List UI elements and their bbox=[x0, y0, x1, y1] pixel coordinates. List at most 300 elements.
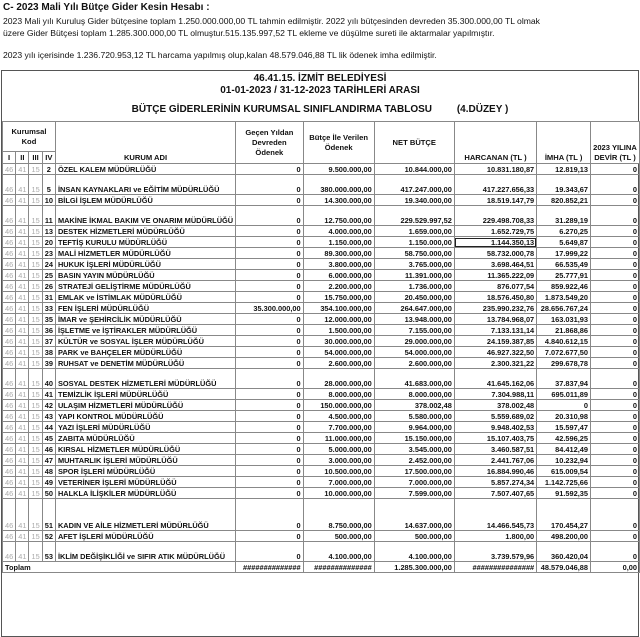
harcanan-cell: 876.077,54 bbox=[454, 281, 536, 292]
code-ii: 41 bbox=[16, 477, 29, 488]
harcanan-cell: 417.227.656,33 bbox=[454, 175, 536, 195]
table-row bbox=[3, 325, 640, 336]
code-ii: 41 bbox=[16, 542, 29, 562]
verilen-cell: 30.000.000,00 bbox=[303, 336, 374, 347]
code-ii: 41 bbox=[16, 237, 29, 248]
code-i: 46 bbox=[3, 325, 16, 336]
devreden-cell: 0 bbox=[236, 422, 303, 433]
net-cell: 4.100.000,00 bbox=[374, 542, 454, 562]
table-row bbox=[3, 195, 640, 206]
devreden-cell: 0 bbox=[236, 542, 303, 562]
report-title: C- 2023 Mali Yılı Bütçe Gider Kesin Hesabı : bbox=[3, 2, 210, 13]
verilen-cell: 28.000.000,00 bbox=[303, 369, 374, 389]
devir-cell: 0 bbox=[591, 400, 640, 411]
code-iv: 13 bbox=[42, 226, 55, 237]
harcanan-cell: 5.559.689,02 bbox=[454, 411, 536, 422]
total-devreden: ############## bbox=[236, 562, 303, 573]
col-verilen: Bütçe İle Verilen Ödenek bbox=[303, 122, 374, 164]
devreden-cell: 0 bbox=[236, 531, 303, 542]
net-cell: 2.452.000,00 bbox=[374, 455, 454, 466]
code-i: 46 bbox=[3, 164, 16, 175]
devir-cell: 0 bbox=[591, 292, 640, 303]
total-row bbox=[3, 562, 640, 573]
devir-cell: 0 bbox=[591, 336, 640, 347]
imha-cell: 12.819,13 bbox=[537, 164, 591, 175]
col-ii: II bbox=[16, 152, 29, 164]
harcanan-cell: 46.927.322,50 bbox=[454, 347, 536, 358]
table-row bbox=[3, 499, 640, 531]
code-ii: 41 bbox=[16, 259, 29, 270]
code-iii: 15 bbox=[29, 270, 42, 281]
net-cell: 7.155.000,00 bbox=[374, 325, 454, 336]
net-cell: 3.765.000,00 bbox=[374, 259, 454, 270]
code-ii: 41 bbox=[16, 270, 29, 281]
col-imha: İMHA (TL ) bbox=[537, 122, 591, 164]
code-ii: 41 bbox=[16, 226, 29, 237]
harcanan-cell: 9.948.402,53 bbox=[454, 422, 536, 433]
kurum-adi-cell: SOSYAL DESTEK HİZMETLERİ MÜDÜRLÜĞÜ bbox=[55, 369, 235, 389]
code-i: 46 bbox=[3, 400, 16, 411]
imha-cell: 1.142.725,66 bbox=[537, 477, 591, 488]
net-cell: 13.948.000,00 bbox=[374, 314, 454, 325]
harcanan-cell: 378.002,48 bbox=[454, 400, 536, 411]
kurum-adi-cell: TEMİZLİK İŞLERİ MÜDÜRLÜĞÜ bbox=[55, 389, 235, 400]
kurum-adi-cell: İMAR ve ŞEHİRCİLİK MÜDÜRLÜĞÜ bbox=[55, 314, 235, 325]
kurum-adi-cell: HALKLA İLİŞKİLER MÜDÜRLÜĞÜ bbox=[55, 488, 235, 499]
code-iii: 15 bbox=[29, 389, 42, 400]
verilen-cell: 2.600.000,00 bbox=[303, 358, 374, 369]
code-iv: 36 bbox=[42, 325, 55, 336]
kurum-adi-cell: VETERİNER İŞLERİ MÜDÜRLÜĞÜ bbox=[55, 477, 235, 488]
kurum-adi-cell: HUKUK İŞLERİ MÜDÜRLÜĞÜ bbox=[55, 259, 235, 270]
table-row bbox=[3, 292, 640, 303]
net-cell: 14.637.000,00 bbox=[374, 499, 454, 531]
harcanan-cell: 229.498.708,33 bbox=[454, 206, 536, 226]
verilen-cell: 10.500.000,00 bbox=[303, 466, 374, 477]
harcanan-cell: 7.133.131,14 bbox=[454, 325, 536, 336]
code-iii: 15 bbox=[29, 206, 42, 226]
code-iii: 15 bbox=[29, 422, 42, 433]
net-cell: 1.150.000,00 bbox=[374, 237, 454, 248]
devreden-cell: 0 bbox=[236, 411, 303, 422]
devreden-cell: 0 bbox=[236, 433, 303, 444]
devreden-cell: 0 bbox=[236, 369, 303, 389]
code-i: 46 bbox=[3, 303, 16, 314]
net-cell: 7.000.000,00 bbox=[374, 477, 454, 488]
net-cell: 10.844.000,00 bbox=[374, 164, 454, 175]
table-row bbox=[3, 175, 640, 195]
code-i: 46 bbox=[3, 226, 16, 237]
harcanan-cell: 235.990.232,76 bbox=[454, 303, 536, 314]
table-row bbox=[3, 164, 640, 175]
code-ii: 41 bbox=[16, 499, 29, 531]
code-i: 46 bbox=[3, 531, 16, 542]
harcanan-cell: 3.460.587,51 bbox=[454, 444, 536, 455]
code-iv: 25 bbox=[42, 270, 55, 281]
net-cell: 1.659.000,00 bbox=[374, 226, 454, 237]
devir-cell: 0 bbox=[591, 444, 640, 455]
net-cell: 378.002,48 bbox=[374, 400, 454, 411]
code-i: 46 bbox=[3, 488, 16, 499]
harcanan-cell: 1.144.350,13 bbox=[454, 237, 536, 248]
net-cell: 417.247.000,00 bbox=[374, 175, 454, 195]
table-row bbox=[3, 444, 640, 455]
imha-cell: 31.289,19 bbox=[537, 206, 591, 226]
devreden-cell: 0 bbox=[236, 325, 303, 336]
imha-cell: 15.597,47 bbox=[537, 422, 591, 433]
code-iii: 15 bbox=[29, 195, 42, 206]
code-iv: 41 bbox=[42, 389, 55, 400]
imha-cell: 19.343,67 bbox=[537, 175, 591, 195]
net-cell: 41.683.000,00 bbox=[374, 369, 454, 389]
table-row bbox=[3, 259, 640, 270]
paragraph-1-line-1: 2023 Mali yılı Kuruluş Gider bütçesine toplam 1.250.000.000,00 TL tahmin edilmiştir. 2022 yılı bütçesinden devreden 35.300.000,00 TL olmak bbox=[3, 16, 540, 26]
imha-cell: 66.535,49 bbox=[537, 259, 591, 270]
code-iv: 47 bbox=[42, 455, 55, 466]
code-ii: 41 bbox=[16, 389, 29, 400]
table-row bbox=[3, 466, 640, 477]
imha-cell: 84.412,49 bbox=[537, 444, 591, 455]
harcanan-cell: 24.159.387,85 bbox=[454, 336, 536, 347]
code-iii: 15 bbox=[29, 292, 42, 303]
table-row bbox=[3, 237, 640, 248]
net-cell: 29.000.000,00 bbox=[374, 336, 454, 347]
org-title: 46.41.15. İZMİT BELEDİYESİ bbox=[253, 73, 387, 84]
code-ii: 41 bbox=[16, 466, 29, 477]
code-iii: 15 bbox=[29, 347, 42, 358]
code-ii: 41 bbox=[16, 303, 29, 314]
table-level: (4.DÜZEY ) bbox=[456, 104, 509, 115]
imha-cell: 4.840.612,15 bbox=[537, 336, 591, 347]
imha-cell: 695.011,89 bbox=[537, 389, 591, 400]
kurum-adi-cell: KIRSAL HİZMETLER MÜDÜRLÜĞÜ bbox=[55, 444, 235, 455]
devir-cell: 0 bbox=[591, 248, 640, 259]
kurum-adi-cell: YAPI KONTROL MÜDÜRLÜĞÜ bbox=[55, 411, 235, 422]
net-cell: 264.647.000,00 bbox=[374, 303, 454, 314]
kurum-adi-cell: AFET İŞLERİ MÜDÜRLÜĞÜ bbox=[55, 531, 235, 542]
code-i: 46 bbox=[3, 369, 16, 389]
table-row bbox=[3, 411, 640, 422]
table-row bbox=[3, 455, 640, 466]
code-iv: 10 bbox=[42, 195, 55, 206]
devir-cell: 0 bbox=[591, 369, 640, 389]
code-i: 46 bbox=[3, 347, 16, 358]
table-row bbox=[3, 358, 640, 369]
code-i: 46 bbox=[3, 248, 16, 259]
col-kurumsal-kod: Kurumsal Kod bbox=[3, 122, 56, 152]
verilen-cell: 11.000.000,00 bbox=[303, 433, 374, 444]
net-cell: 5.580.000,00 bbox=[374, 411, 454, 422]
net-cell: 1.736.000,00 bbox=[374, 281, 454, 292]
imha-cell: 28.656.767,24 bbox=[537, 303, 591, 314]
kurum-adi-cell: PARK ve BAHÇELER MÜDÜRLÜĞÜ bbox=[55, 347, 235, 358]
code-iii: 15 bbox=[29, 433, 42, 444]
devreden-cell: 0 bbox=[236, 466, 303, 477]
verilen-cell: 12.000.000,00 bbox=[303, 314, 374, 325]
verilen-cell: 7.000.000,00 bbox=[303, 477, 374, 488]
devreden-cell: 35.300.000,00 bbox=[236, 303, 303, 314]
table-row bbox=[3, 389, 640, 400]
devir-cell: 0 bbox=[591, 195, 640, 206]
devreden-cell: 0 bbox=[236, 488, 303, 499]
kurum-adi-cell: STRATEJİ GELİŞTİRME MÜDÜRLÜĞÜ bbox=[55, 281, 235, 292]
devreden-cell: 0 bbox=[236, 281, 303, 292]
kurum-adi-cell: ZABITA MÜDÜRLÜĞÜ bbox=[55, 433, 235, 444]
code-iv: 11 bbox=[42, 206, 55, 226]
harcanan-cell: 15.107.403,75 bbox=[454, 433, 536, 444]
code-iv: 48 bbox=[42, 466, 55, 477]
harcanan-cell: 2.441.767,06 bbox=[454, 455, 536, 466]
budget-table bbox=[2, 121, 640, 573]
devreden-cell: 0 bbox=[236, 455, 303, 466]
code-iii: 15 bbox=[29, 259, 42, 270]
devir-cell: 0 bbox=[591, 164, 640, 175]
net-cell: 20.450.000,00 bbox=[374, 292, 454, 303]
harcanan-cell: 5.857.274,34 bbox=[454, 477, 536, 488]
net-cell: 2.600.000,00 bbox=[374, 358, 454, 369]
devreden-cell: 0 bbox=[236, 195, 303, 206]
imha-cell: 360.420,04 bbox=[537, 542, 591, 562]
kurum-adi-cell: BİLGİ İŞLEM MÜDÜRLÜĞÜ bbox=[55, 195, 235, 206]
verilen-cell: 3.800.000,00 bbox=[303, 259, 374, 270]
code-iv: 45 bbox=[42, 433, 55, 444]
code-ii: 41 bbox=[16, 455, 29, 466]
paragraph-2: 2023 yılı içerisinde 1.236.720.953,12 TL harcama yapılmış olup,kalan 48.579.046,88 TL lik ödenek imha edilmiştir. bbox=[3, 50, 437, 60]
devreden-cell: 0 bbox=[236, 336, 303, 347]
code-i: 46 bbox=[3, 314, 16, 325]
code-iii: 15 bbox=[29, 237, 42, 248]
imha-cell: 7.072.677,50 bbox=[537, 347, 591, 358]
kurum-adi-cell: İKLİM DEĞİŞİKLİĞİ ve SIFIR ATIK MÜDÜRLÜĞÜ bbox=[55, 542, 235, 562]
harcanan-cell: 7.304.988,11 bbox=[454, 389, 536, 400]
code-i: 46 bbox=[3, 358, 16, 369]
devir-cell: 0 bbox=[591, 455, 640, 466]
col-iv: IV bbox=[42, 152, 55, 164]
paragraph-1-line-2: üzere Gider Bütçesi toplam 1.285.300.000,00 TL olmuştur.515.135.997,52 TL ekleme ve düşülme sureti ile aktarmalar yapılmıştır. bbox=[3, 28, 495, 38]
devreden-cell: 0 bbox=[236, 347, 303, 358]
verilen-cell: 1.150.000,00 bbox=[303, 237, 374, 248]
code-i: 46 bbox=[3, 270, 16, 281]
net-cell: 7.599.000,00 bbox=[374, 488, 454, 499]
code-i: 46 bbox=[3, 422, 16, 433]
devreden-cell: 0 bbox=[236, 175, 303, 195]
verilen-cell: 4.100.000,00 bbox=[303, 542, 374, 562]
verilen-cell: 54.000.000,00 bbox=[303, 347, 374, 358]
kurum-adi-cell: İNSAN KAYNAKLARI ve EĞİTİM MÜDÜRLÜĞÜ bbox=[55, 175, 235, 195]
kurum-adi-cell: TEFTİŞ KURULU MÜDÜRLÜĞÜ bbox=[55, 237, 235, 248]
code-ii: 41 bbox=[16, 422, 29, 433]
code-iii: 15 bbox=[29, 325, 42, 336]
harcanan-cell: 3.698.464,51 bbox=[454, 259, 536, 270]
harcanan-cell: 18.519.147,79 bbox=[454, 195, 536, 206]
table-row bbox=[3, 369, 640, 389]
harcanan-cell: 18.576.450,80 bbox=[454, 292, 536, 303]
code-iii: 15 bbox=[29, 175, 42, 195]
imha-cell: 299.678,78 bbox=[537, 358, 591, 369]
kurum-adi-cell: MUHTARLIK İŞLERİ MÜDÜRLÜĞÜ bbox=[55, 455, 235, 466]
code-i: 46 bbox=[3, 195, 16, 206]
imha-cell: 498.200,00 bbox=[537, 531, 591, 542]
code-ii: 41 bbox=[16, 281, 29, 292]
total-verilen: ############## bbox=[303, 562, 374, 573]
col-harcanan: HARCANAN (TL ) bbox=[454, 122, 536, 164]
harcanan-cell: 10.831.180,87 bbox=[454, 164, 536, 175]
devir-cell: 0 bbox=[591, 433, 640, 444]
devreden-cell: 0 bbox=[236, 389, 303, 400]
code-i: 46 bbox=[3, 259, 16, 270]
code-iii: 15 bbox=[29, 499, 42, 531]
devreden-cell: 0 bbox=[236, 237, 303, 248]
devir-cell: 0 bbox=[591, 314, 640, 325]
table-row bbox=[3, 488, 640, 499]
table-row bbox=[3, 248, 640, 259]
verilen-cell: 500.000,00 bbox=[303, 531, 374, 542]
code-ii: 41 bbox=[16, 531, 29, 542]
devreden-cell: 0 bbox=[236, 206, 303, 226]
devreden-cell: 0 bbox=[236, 400, 303, 411]
harcanan-cell: 3.739.579,96 bbox=[454, 542, 536, 562]
code-iv: 52 bbox=[42, 531, 55, 542]
code-iii: 15 bbox=[29, 303, 42, 314]
devreden-cell: 0 bbox=[236, 259, 303, 270]
code-iii: 15 bbox=[29, 488, 42, 499]
code-ii: 41 bbox=[16, 195, 29, 206]
code-iii: 15 bbox=[29, 477, 42, 488]
col-net: NET BÜTÇE bbox=[374, 122, 454, 164]
code-iv: 20 bbox=[42, 237, 55, 248]
code-ii: 41 bbox=[16, 325, 29, 336]
imha-cell: 163.031,93 bbox=[537, 314, 591, 325]
code-i: 46 bbox=[3, 499, 16, 531]
verilen-cell: 89.300.000,00 bbox=[303, 248, 374, 259]
code-i: 46 bbox=[3, 237, 16, 248]
table-row bbox=[3, 226, 640, 237]
devreden-cell: 0 bbox=[236, 292, 303, 303]
code-i: 46 bbox=[3, 542, 16, 562]
net-cell: 500.000,00 bbox=[374, 531, 454, 542]
code-i: 46 bbox=[3, 389, 16, 400]
code-iv: 37 bbox=[42, 336, 55, 347]
kurum-adi-cell: KADIN VE AİLE HİZMETLERİ MÜDÜRLÜĞÜ bbox=[55, 499, 235, 531]
code-iii: 15 bbox=[29, 466, 42, 477]
code-ii: 41 bbox=[16, 206, 29, 226]
code-iv: 49 bbox=[42, 477, 55, 488]
imha-cell: 6.270,25 bbox=[537, 226, 591, 237]
imha-cell: 170.454,27 bbox=[537, 499, 591, 531]
kurum-adi-cell: DESTEK HİZMETLERİ MÜDÜRLÜĞÜ bbox=[55, 226, 235, 237]
code-iv: 24 bbox=[42, 259, 55, 270]
devir-cell: 0 bbox=[591, 466, 640, 477]
total-label: Toplam bbox=[3, 562, 236, 573]
devir-cell: 0 bbox=[591, 303, 640, 314]
code-i: 46 bbox=[3, 175, 16, 195]
devir-cell: 0 bbox=[591, 531, 640, 542]
code-ii: 41 bbox=[16, 444, 29, 455]
kurum-adi-cell: KÜLTÜR ve SOSYAL İŞLER MÜDÜRLÜĞÜ bbox=[55, 336, 235, 347]
net-cell: 9.964.000,00 bbox=[374, 422, 454, 433]
devir-cell: 0 bbox=[591, 411, 640, 422]
devreden-cell: 0 bbox=[236, 444, 303, 455]
code-ii: 41 bbox=[16, 488, 29, 499]
verilen-cell: 6.000.000,00 bbox=[303, 270, 374, 281]
kurum-adi-cell: YAZI İŞLERİ MÜDÜRLÜĞÜ bbox=[55, 422, 235, 433]
code-iii: 15 bbox=[29, 411, 42, 422]
verilen-cell: 354.100.000,00 bbox=[303, 303, 374, 314]
verilen-cell: 9.500.000,00 bbox=[303, 164, 374, 175]
imha-cell: 1.873.549,20 bbox=[537, 292, 591, 303]
col-iii: III bbox=[29, 152, 42, 164]
devir-cell: 0 bbox=[591, 226, 640, 237]
table-row bbox=[3, 314, 640, 325]
code-ii: 41 bbox=[16, 292, 29, 303]
code-iii: 15 bbox=[29, 281, 42, 292]
code-ii: 41 bbox=[16, 358, 29, 369]
imha-cell: 10.232,94 bbox=[537, 455, 591, 466]
code-iii: 15 bbox=[29, 358, 42, 369]
code-iv: 26 bbox=[42, 281, 55, 292]
imha-cell: 20.310,98 bbox=[537, 411, 591, 422]
code-iv: 51 bbox=[42, 499, 55, 531]
code-ii: 41 bbox=[16, 175, 29, 195]
net-cell: 17.500.000,00 bbox=[374, 466, 454, 477]
harcanan-cell: 58.732.000,78 bbox=[454, 248, 536, 259]
devreden-cell: 0 bbox=[236, 358, 303, 369]
devir-cell: 0 bbox=[591, 347, 640, 358]
imha-cell: 17.999,22 bbox=[537, 248, 591, 259]
code-i: 46 bbox=[3, 444, 16, 455]
col-i: I bbox=[3, 152, 16, 164]
code-i: 46 bbox=[3, 292, 16, 303]
code-ii: 41 bbox=[16, 433, 29, 444]
code-iv: 2 bbox=[42, 164, 55, 175]
verilen-cell: 14.300.000,00 bbox=[303, 195, 374, 206]
harcanan-cell: 1.800,00 bbox=[454, 531, 536, 542]
code-iii: 15 bbox=[29, 531, 42, 542]
devir-cell: 0 bbox=[591, 325, 640, 336]
imha-cell: 42.596,25 bbox=[537, 433, 591, 444]
kurum-adi-cell: SPOR İŞLERİ MÜDÜRLÜĞÜ bbox=[55, 466, 235, 477]
code-iii: 15 bbox=[29, 226, 42, 237]
code-iv: 5 bbox=[42, 175, 55, 195]
code-iii: 15 bbox=[29, 336, 42, 347]
net-cell: 15.150.000,00 bbox=[374, 433, 454, 444]
devir-cell: 0 bbox=[591, 175, 640, 195]
verilen-cell: 4.500.000,00 bbox=[303, 411, 374, 422]
devir-cell: 0 bbox=[591, 488, 640, 499]
total-net: 1.285.300.000,00 bbox=[374, 562, 454, 573]
verilen-cell: 15.750.000,00 bbox=[303, 292, 374, 303]
code-ii: 41 bbox=[16, 164, 29, 175]
table-row bbox=[3, 347, 640, 358]
kurum-adi-cell: MALİ HİZMETLER MÜDÜRLÜĞÜ bbox=[55, 248, 235, 259]
verilen-cell: 3.000.000,00 bbox=[303, 455, 374, 466]
code-iii: 15 bbox=[29, 444, 42, 455]
code-i: 46 bbox=[3, 206, 16, 226]
verilen-cell: 2.200.000,00 bbox=[303, 281, 374, 292]
code-iii: 15 bbox=[29, 164, 42, 175]
verilen-cell: 4.000.000,00 bbox=[303, 226, 374, 237]
code-iv: 44 bbox=[42, 422, 55, 433]
table-row bbox=[3, 400, 640, 411]
code-ii: 41 bbox=[16, 369, 29, 389]
code-ii: 41 bbox=[16, 336, 29, 347]
table-row bbox=[3, 433, 640, 444]
table-title bbox=[0, 104, 640, 115]
code-iv: 23 bbox=[42, 248, 55, 259]
code-iii: 15 bbox=[29, 369, 42, 389]
table-row bbox=[3, 303, 640, 314]
harcanan-cell: 1.652.729,75 bbox=[454, 226, 536, 237]
